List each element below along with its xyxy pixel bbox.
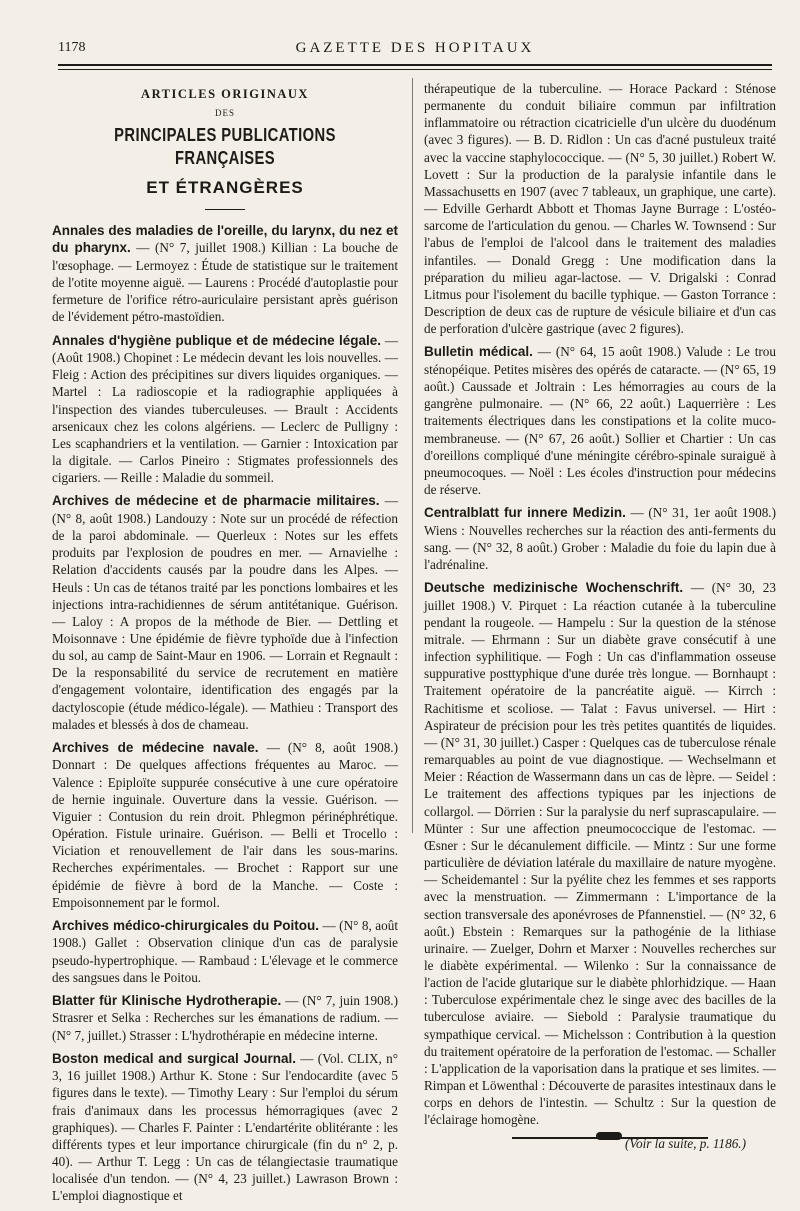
- entry-title: Bulletin médical.: [424, 344, 533, 360]
- header-rule-thick: [58, 64, 772, 66]
- journal-entry: [52, 332, 398, 487]
- entry-title: Archives médico-chirurgicales du Poitou.: [52, 917, 319, 933]
- entry-text: — (N° 8, août 1908.) Donnart : De quelques affections fréquentes au Maroc. — Valence : Epiploïte suppurée consécutive à une cure opératoire de hernie inguinale. Ouverture dans la vessie. Guérison. — Viguier : Contusion du rein droit. Phlegmon périnéphrétique. Opération. Fistule urinaire. Guérison. — Belli et Trocello : Viciation et renouvellement de l'air dans les sous-marins. Recherches expérimentales. — Brochet : Rapport sur une épidémie de fièvre à bord de la Manche. — Coste : Empoisonnement par le formol.: [52, 739, 398, 910]
- sub-heading: ET ÉTRANGÈRES: [146, 177, 304, 197]
- journal-entry: [52, 992, 398, 1044]
- heading-divider: [205, 209, 245, 210]
- entry-title: Annales des maladies de l'oreille, du larynx, du nez et du pharynx.: [52, 222, 398, 256]
- header-rule-thin: [58, 69, 772, 70]
- entry-text: — (N° 31, 1er août 1908.) Wiens : Nouvelles recherches sur la réaction des anti-ferments du sang. — (N° 32, 8 août.) Grober : Maladie du foie du lapin due à l'adrénaline.: [424, 505, 776, 572]
- journal-entry: [424, 343, 776, 498]
- journal-entry: [52, 917, 398, 986]
- continuation-note: (Voir la suite, p. 1186.): [625, 1135, 746, 1151]
- journal-entry: [52, 492, 398, 733]
- left-column: [52, 80, 398, 1211]
- entry-text: — (N° 7, juin 1908.) Strasrer et Selka : Recherches sur les émanations de radium. — (N° 7, juillet.) Strasser : L'hydrothérapie en médecine interne.: [52, 992, 398, 1043]
- entry-text: — (N° 7, juillet 1908.) Killian : La bouche de l'œsophage. — Lermoyez : Étude de statistique sur le traitement de l'otite moyenne aiguë. — Laurens : Procédé d'autoplastie pour fermeture de l'orifice rétro-auriculaire persistant après guérison de l'évidement pétro-mastoïdien.: [52, 240, 399, 325]
- journal-entry: [424, 504, 776, 573]
- main-heading: PRINCIPALES PUBLICATIONS FRANÇAISES: [114, 124, 336, 169]
- journal-entry: [424, 579, 776, 1128]
- entry-text: — (Août 1908.) Chopinet : Le médecin devant les lois nouvelles. — Fleig : Action des précipitines sur divers liquides organiques. — Martel : La radioscopie et la radiographie appliquées à l'inspection des viandes tuberculeuses. — Brault : Accidents arsenicaux chez les colons algériens. — Leclerc de Pulligny : Les scaphandriers et la ventilation. — Garnier : Intoxication par la digitale. — Carlos Pineiro : Stigmates professionnels des cigariers. — Reille : Maladie du sommeil.: [52, 332, 398, 486]
- end-ornament: [596, 1132, 622, 1140]
- entry-title: Deutsche medizinische Wochenschrift.: [424, 580, 684, 596]
- entry-title: Blatter für Klinische Hydrotherapie.: [52, 992, 282, 1008]
- entry-text: — (N° 8, août 1908.) Gallet : Observation clinique d'un cas de paralysie pseudo-hypertrophique. — Rambaud : L'élevage et le commerce des sangsues dans le Poitou.: [52, 917, 398, 985]
- entry-text: — (N° 8, août 1908.) Landouzy : Note sur un procédé de réfection de la paroi abdominale. — Querleux : Notes sur les effets produits par l'explosion de poudres en mer. — Arnavielhe : Relation d'accidents causés par la poudre dans les Alpes. — Heuls : Un cas de tétanos traité par les ponctions lombaires et les injections intra-rachidiennes de sérum antitétanique. Guérison. — Laloy : A propos de la méthode de Bier. — Dettling et Moisonnave : Une épidémie de fièvre typhoïde due à l'infection du sol, au camp de Saint-Maur en 1906. — Lorrain et Regnault : De la responsabilité du service de recrutement en matière d'engagement volontaire, identification des engagés par la dactyloscopie (étude médico-légale). — Mathieu : Transport des malades et blessés à dos de chameau.: [52, 493, 398, 732]
- entry-title: Centralblatt fur innere Medizin.: [424, 505, 626, 521]
- section-des-label: DES: [214, 108, 235, 119]
- journal-entry: [52, 739, 398, 911]
- entry-title: Boston medical and surgical Journal.: [52, 1050, 296, 1066]
- running-head: [58, 40, 772, 60]
- section-label: ARTICLES ORIGINAUX: [141, 87, 309, 101]
- page-number: 1178: [58, 40, 86, 55]
- entry-title: Archives de médecine et de pharmacie militaires.: [52, 493, 380, 509]
- right-column: [424, 80, 776, 1152]
- journal-entry: [52, 1050, 398, 1205]
- entry-title: Archives de médecine navale.: [52, 739, 259, 755]
- journal-entry: [52, 222, 398, 326]
- journal-entry-continued: [424, 80, 776, 337]
- entry-text: — (N° 30, 23 juillet 1908.) V. Pirquet : La réaction cutanée à la tuberculine pendant la rougeole. — Hampelu : Sur la question de la sténose mitrale. — Ehrmann : Sur un diabète grave consécutif à une infection syphilitique. — Fogh : Un cas d'inflammation osseuse suppurative posttyphique d'une durée très longue. — Bornhaupt : Traitement opératoire de la pancréatite aiguë. — Kirrch : Rachitisme et scoliose. — Talat : Favus universel. — Hirt : Aspirateur de précision pour les très petites quantités de liquides. — (N° 31, 30 juillet.) Casper : Quelques cas de tuberculose rénale remarquables au point de vue diagnostique. — Wechselmann et Meier : Réaction de Wassermann dans un cas de lèpre. — Seidel : Le traitement des affections typiques par les injections de collargol. — Dörrien : Sur la paralysie du nerf suprascapulaire. — Münter : Sur une affection pneumococcique de l'estomac. — Œsner : Sur le décanulement difficile. — Mintz : Sur une forme particulière de déviation latérale du maxillaire de nature myogène. — Scheidemantel : Sur la pyélite chez les femmes et ses rapports avec la menstruation. — Zimmermann : L'importance de la section transversale des aponévroses de Pfannenstiel. — (N° 32, 6 août.) Ebstein : Remarques sur la pathogénie de la lithiase urinaire. — Zuelger, Dohrn et Marxer : Nouvelles recherches sur le diabète expérimental. — Wilenko : Sur la connaissance de l'action de l'acide glutarique sur le diabète phlorhidzique. — Haan : Tuberculose expérimentale chez le singe avec des bacilles de la tuberculose aviaire. — Siebold : Paralysie traumatique du sympathique cervical. — Michelsson : Contribution à la question du traitement opératoire de la perforation de l'estomac. — Schaller : L'application de la vaporisation dans la pratique et ses limites. — Rimpan et Löwenthal : Découverte de parasites intestinaux dans le corps en dehors de l'intestin. — Schultz : Sur la question de l'éclairage homogène.: [424, 580, 776, 1128]
- entry-text: — (Vol. CLIX, n° 3, 16 juillet 1908.) Arthur K. Stone : Sur l'endocardite (avec 5 figures dans le texte). — Timothy Leary : Sur l'emploi du sérum frais d'animaux dans les processus hémorragiques (avec 2 graphiques). — Charles F. Painter : L'endartérite oblitérante : les différents types et leur importance chirurgicale (fin du n° 2, p. 40). — Arthur T. Legg : Un cas de télangiectasie traumatique localisée d'un tendon. — (N° 4, 23 juillet.) Lawrason Brown : L'emploi diagnostique et: [52, 1050, 398, 1204]
- journal-title: GAZETTE DES HOPITAUX: [295, 40, 535, 56]
- entry-text: thérapeutique de la tuberculine. — Horace Packard : Sténose permanente du conduit biliaire commun par infiltration inflammatoire ou rétraction cicatricielle d'un ulcère du duodénum (avec 3 figures). — B. D. Ridlon : Un cas d'acné pustuleux traité avec la vaccine staphylococcique. — (N° 5, 30 juillet.) Robert W. Lovett : Sur la production de la paralysie infantile dans le Massachusetts en 1907 (avec 7 tableaux, un graphique, une carte). — Edville Gerhardt Abbott et Thomas Jayne Burrage : L'ostéo-sarcome de l'articulation du genou. — Charles W. Townsend : Sur l'abus de l'emploi de l'alcool dans le traitement des maladies infantiles. — Donald Gregg : Une modification dans la préparation du milieu agar-lactose. — V. Drigalski : Conrad Litmus pour l'isolement du bacille typhique. — Gaston Torrance : Description de deux cas de rupture de vésicule biliaire et d'un cas de perforation d'ulcère gastrique (avec 2 figures).: [424, 81, 776, 337]
- entry-text: — (N° 64, 15 août 1908.) Valude : Le trou sténopéique. Petites misères des opérés de cataracte. — (N° 65, 19 août.) Caussade et Joltrain : Les hémorragies au cours de la gangrène pulmonaire. — (N° 66, 22 août.) Laquerrière : Les traitements électriques dans les constipations et la colite muco-membraneuse. — (N° 67, 26 août.) Sollier et Chartier : Un cas d'oreillons compliqué d'une méningite cérébro-spinale suraiguë à pneumocoques. — Noël : Les écoles d'instruction pour médecins de réserve.: [424, 344, 776, 497]
- entry-title: Annales d'hygiène publique et de médecine légale.: [52, 332, 381, 348]
- column-divider: [412, 78, 413, 833]
